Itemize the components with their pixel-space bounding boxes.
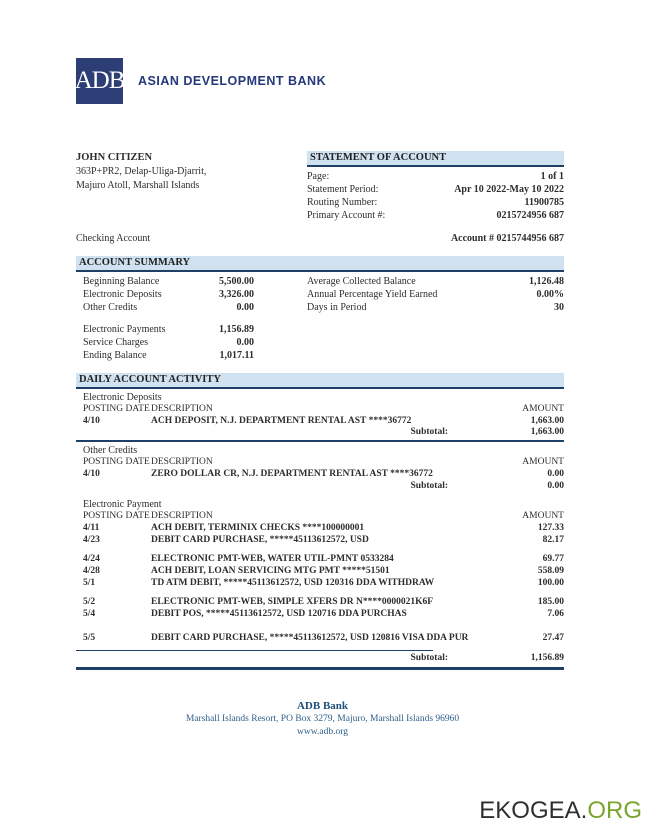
customer-address-block <box>76 151 296 222</box>
posting-date-cell: 4/11 <box>83 522 100 533</box>
beginning-balance-label: Beginning Balance <box>83 276 160 287</box>
average-collected-balance-value: 1,126.48 <box>529 276 564 287</box>
description-cell: ELECTRONIC PMT-WEB, SIMPLE XFERS DR N****0000021K6F <box>151 597 434 608</box>
table-row <box>76 566 564 578</box>
page-value: 1 of 1 <box>540 171 564 182</box>
other-credits-value: 0.00 <box>236 302 254 313</box>
table-header-row <box>76 511 564 523</box>
subtotal-value: 1,156.89 <box>530 653 564 664</box>
statement-info-row-period <box>307 183 564 196</box>
section-divider-rule <box>76 440 564 442</box>
amount-cell: 185.00 <box>537 597 564 608</box>
amount-cell: 7.06 <box>547 609 564 620</box>
table-row <box>76 416 564 428</box>
description-cell: DEBIT CARD PURCHASE, *****45113612572, USD 120816 VISA DDA PUR <box>151 632 469 643</box>
other-credits-label: Other Credits <box>83 302 138 313</box>
posting-date-header: POSTING DATE <box>83 404 150 414</box>
summary-row-other-credits <box>83 301 254 314</box>
subtotal-row <box>76 653 564 665</box>
description-cell: ACH DEBIT, TERMINIX CHECKS ****100000001 <box>151 522 365 533</box>
footer-website: www.adb.org <box>297 727 348 737</box>
statement-info-row-primary-account <box>307 209 564 222</box>
apy-earned-label: Annual Percentage Yield Earned <box>307 289 438 300</box>
table-row <box>76 609 564 621</box>
table-row <box>76 554 564 566</box>
statement-info-block <box>307 151 564 222</box>
table-row <box>76 469 564 481</box>
summary-row-average-collected-balance <box>307 275 564 288</box>
statement-footer <box>0 699 645 739</box>
section-other-credits <box>76 445 564 492</box>
service-charges-label: Service Charges <box>83 337 149 348</box>
posting-date-cell: 4/24 <box>83 554 100 565</box>
subtotal-value: 0.00 <box>547 480 564 491</box>
adb-logo <box>76 58 123 104</box>
table-row <box>76 535 564 547</box>
customer-address-line2: Majuro Atoll, Marshall Islands <box>76 180 200 191</box>
account-line <box>76 232 564 245</box>
amount-cell: 0.00 <box>547 468 564 479</box>
days-in-period-value: 30 <box>554 302 564 313</box>
section-electronic-payment <box>76 499 564 670</box>
summary-right-column <box>307 275 564 362</box>
table-header-row <box>76 457 564 469</box>
summary-row-service-charges <box>83 336 254 349</box>
description-cell: TD ATM DEBIT, *****45113612572, USD 120316 DDA WITHDRAW <box>151 577 435 588</box>
summary-row-beginning-balance <box>83 275 254 288</box>
section-name: Electronic Payment <box>83 499 162 511</box>
ending-balance-label: Ending Balance <box>83 350 147 361</box>
account-type: Checking Account <box>76 233 151 244</box>
info-row <box>76 151 564 222</box>
statement-info-rows <box>307 170 564 222</box>
subtotal-row <box>76 427 564 439</box>
posting-date-cell: 5/5 <box>83 632 96 643</box>
summary-row-electronic-payments <box>83 323 254 336</box>
electronic-deposits-label: Electronic Deposits <box>83 289 162 300</box>
summary-left-column <box>76 275 254 362</box>
statement-period-label: Statement Period: <box>307 184 379 195</box>
posting-date-cell: 4/10 <box>83 415 100 426</box>
ending-balance-value: 1,017.11 <box>219 350 254 361</box>
account-summary-grid <box>76 275 564 362</box>
statement-of-account-title: STATEMENT OF ACCOUNT <box>307 151 564 167</box>
adb-logo-text: ADB <box>74 67 125 94</box>
description-cell: ELECTRONIC PMT-WEB, WATER UTIL-PMNT 0533284 <box>151 554 394 565</box>
posting-date-cell: 5/4 <box>83 609 96 620</box>
page-label: Page: <box>307 171 330 182</box>
description-cell: ACH DEBIT, LOAN SERVICING MTG PMT *****51501 <box>151 566 390 577</box>
amount-cell: 127.33 <box>537 522 564 533</box>
subtotal-row <box>76 481 564 493</box>
description-header: DESCRIPTION <box>151 404 213 414</box>
primary-account-value: 0215724956 687 <box>496 210 564 221</box>
table-header-row <box>76 404 564 416</box>
days-in-period-label: Days in Period <box>307 302 367 313</box>
section-name: Other Credits <box>83 445 138 457</box>
summary-row-apy-earned <box>307 288 564 301</box>
bank-name-text: ASIAN DEVELOPMENT BANK <box>138 74 327 88</box>
table-row <box>76 523 564 535</box>
posting-date-header: POSTING DATE <box>83 511 150 522</box>
posting-date-cell: 5/1 <box>83 577 96 588</box>
posting-date-cell: 4/10 <box>83 468 100 479</box>
description-header: DESCRIPTION <box>151 511 213 522</box>
section-electronic-deposits <box>76 392 564 442</box>
amount-cell: 558.09 <box>537 566 564 577</box>
customer-address-line1: 363P+PR2, Delap-Uliga-Djarrit, <box>76 166 207 177</box>
statement-period-value: Apr 10 2022-May 10 2022 <box>454 184 564 195</box>
description-header: DESCRIPTION <box>151 457 213 468</box>
summary-row-ending-balance <box>83 349 254 362</box>
electronic-deposits-value: 3,326.00 <box>219 289 254 300</box>
amount-cell: 1,663.00 <box>530 415 564 426</box>
electronic-payments-value: 1,156.89 <box>219 324 254 335</box>
amount-cell: 100.00 <box>537 577 564 588</box>
footer-address: Marshall Islands Resort, PO Box 3279, Majuro, Marshall Islands 96960 <box>185 714 460 724</box>
posting-date-cell: 4/23 <box>83 534 100 545</box>
statement-bottom-rule <box>76 667 564 670</box>
daily-account-activity-title: DAILY ACCOUNT ACTIVITY <box>76 373 564 389</box>
amount-header: AMOUNT <box>522 457 564 468</box>
amount-cell: 82.17 <box>542 534 564 545</box>
statement-info-row-page <box>307 170 564 183</box>
ekogea-org-text: ORG <box>587 797 642 824</box>
ekogea-text: EKOGEA. <box>479 797 588 824</box>
apy-earned-value: 0.00% <box>536 289 564 300</box>
table-row <box>76 633 564 645</box>
ekogea-brandmark <box>479 797 642 825</box>
account-summary-title: ACCOUNT SUMMARY <box>76 256 564 272</box>
section-name: Electronic Deposits <box>83 392 162 403</box>
amount-header: AMOUNT <box>522 404 564 414</box>
customer-name: JOHN CITIZEN <box>76 152 153 163</box>
statement-content <box>76 58 564 670</box>
average-collected-balance-label: Average Collected Balance <box>307 276 416 287</box>
posting-date-header: POSTING DATE <box>83 457 150 468</box>
summary-row-days-in-period <box>307 301 564 314</box>
subtotal-label: Subtotal: <box>410 427 448 438</box>
service-charges-value: 0.00 <box>236 337 254 348</box>
beginning-balance-value: 5,500.00 <box>219 276 254 287</box>
account-number: Account # 0215744956 687 <box>450 233 564 244</box>
description-cell: DEBIT POS, *****45113612572, USD 120716 DDA PURCHAS <box>151 609 407 620</box>
header-brand <box>76 58 564 104</box>
subtotal-value: 1,663.00 <box>530 427 564 438</box>
routing-number-value: 11900785 <box>524 197 564 208</box>
statement-info-row-routing <box>307 196 564 209</box>
table-row <box>76 578 564 590</box>
description-cell: ACH DEPOSIT, N.J. DEPARTMENT RENTAL AST ****36772 <box>151 415 412 426</box>
amount-cell: 69.77 <box>542 554 564 565</box>
posting-date-cell: 5/2 <box>83 597 96 608</box>
summary-row-electronic-deposits <box>83 288 254 301</box>
footer-bank-name: ADB Bank <box>296 700 349 712</box>
routing-number-label: Routing Number: <box>307 197 378 208</box>
subtotal-top-rule <box>76 650 433 652</box>
daily-activity-tables <box>76 392 564 670</box>
description-cell: DEBIT CARD PURCHASE, *****45113612572, USD <box>151 534 369 545</box>
electronic-payments-label: Electronic Payments <box>83 324 166 335</box>
amount-cell: 27.47 <box>542 632 564 643</box>
primary-account-label: Primary Account #: <box>307 210 386 221</box>
subtotal-label: Subtotal: <box>410 480 448 491</box>
description-cell: ZERO DOLLAR CR, N.J. DEPARTMENT RENTAL AST ****36772 <box>151 468 433 479</box>
posting-date-cell: 4/28 <box>83 566 100 577</box>
table-row <box>76 597 564 609</box>
amount-header: AMOUNT <box>522 511 564 522</box>
subtotal-label: Subtotal: <box>410 653 448 664</box>
